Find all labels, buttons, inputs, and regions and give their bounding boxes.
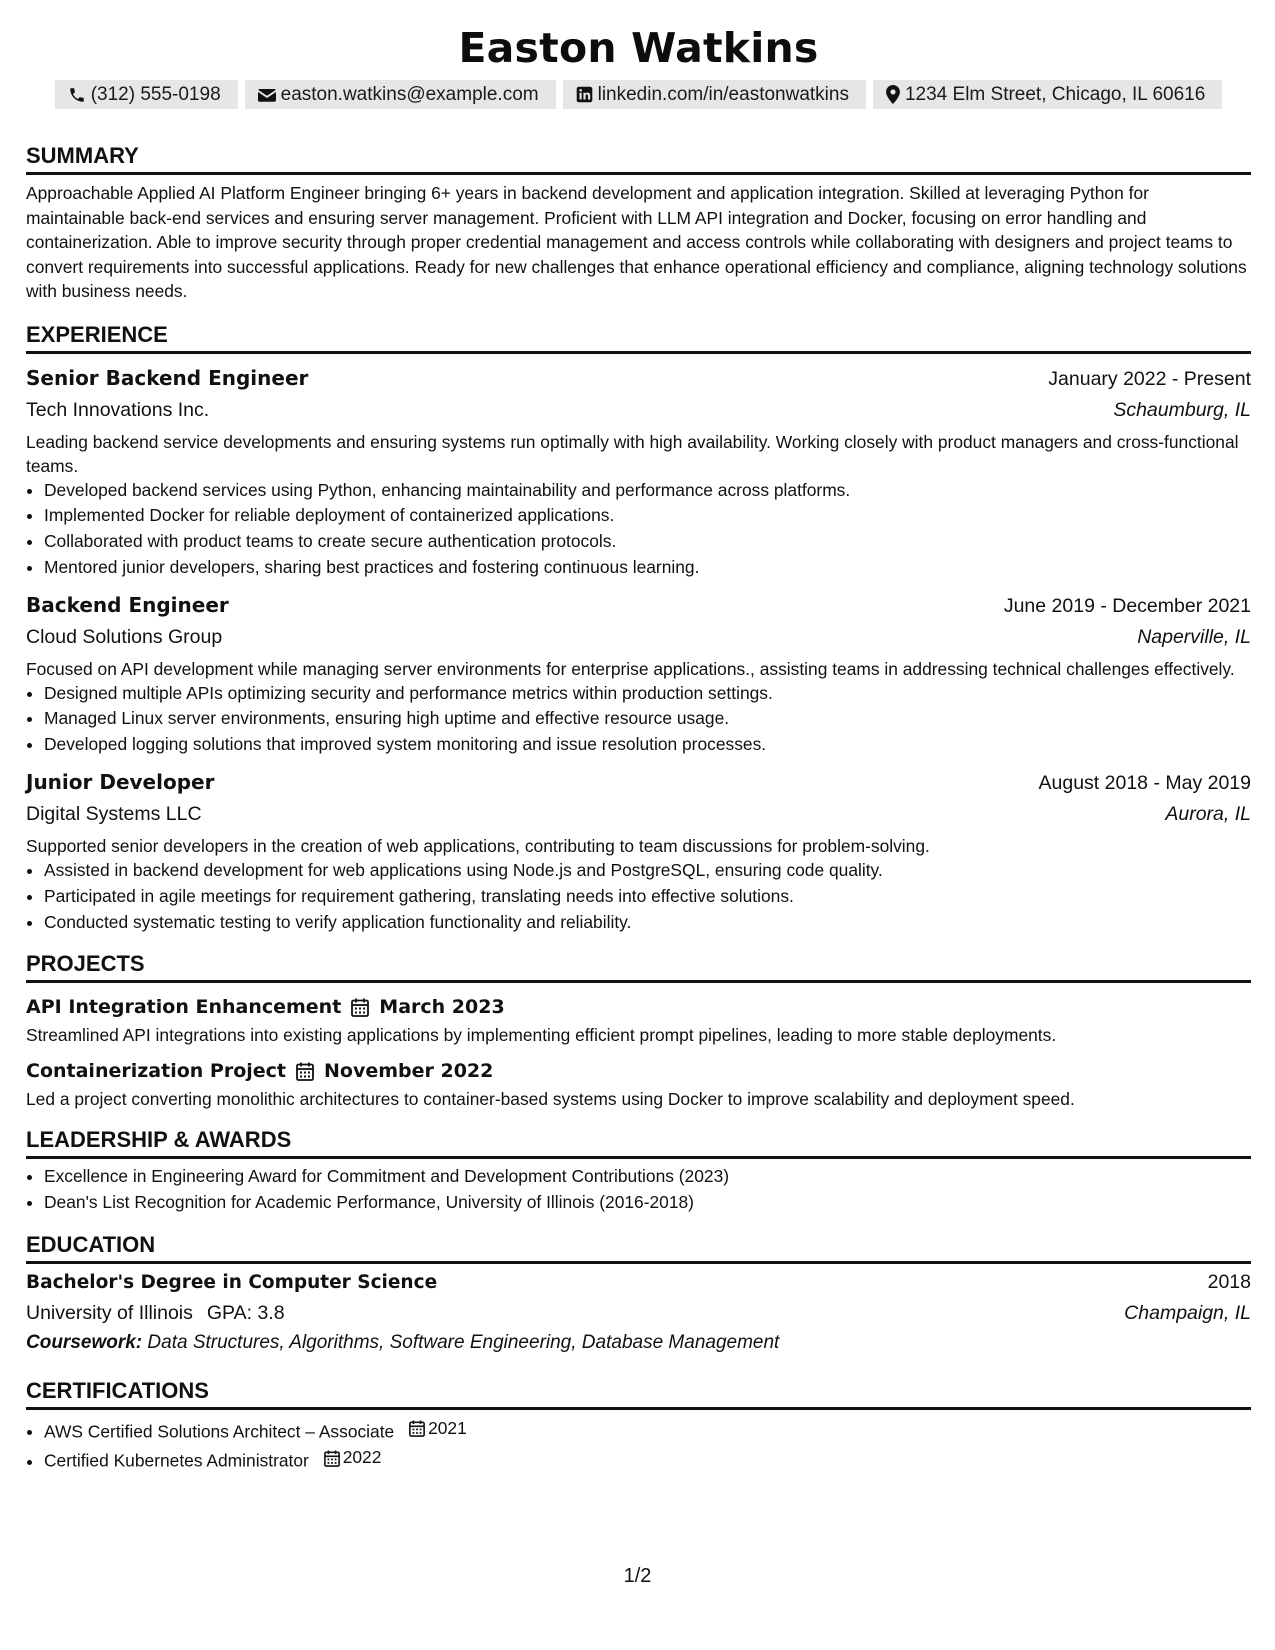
certifications-list xyxy=(26,1416,1251,1474)
job-bullet: • Collaborated with product teams to create secure authentication protocols. xyxy=(44,529,1251,555)
job-title: Backend Engineer xyxy=(26,592,229,617)
job-location: Schaumburg, IL xyxy=(1113,398,1251,421)
certifications-section xyxy=(26,1378,1251,1474)
job-bullet: • Conducted systematic testing to verify application functionality and reliability. xyxy=(44,910,1251,936)
calendar-icon xyxy=(409,1420,425,1437)
job-dates: August 2018 - May 2019 xyxy=(1038,772,1251,795)
project-entry xyxy=(26,991,1251,1047)
calendar-icon xyxy=(296,1062,314,1081)
project-date: November 2022 xyxy=(324,1060,494,1083)
job-bullet: • Assisted in backend development for web applications using Node.js and PostgreSQL, ensuring code quality. xyxy=(44,858,1251,884)
awards-list xyxy=(26,1164,1251,1216)
job-company: Digital Systems LLC xyxy=(26,803,202,826)
job-location: Aurora, IL xyxy=(1165,803,1251,826)
linkedin-icon xyxy=(576,86,593,103)
project-date: March 2023 xyxy=(379,996,505,1019)
job-title: Senior Backend Engineer xyxy=(26,365,309,390)
contact-address[interactable] xyxy=(873,80,1222,109)
job-bullet: • Implemented Docker for reliable deployment of containerized applications. xyxy=(44,503,1251,529)
job-bullets xyxy=(26,681,1251,758)
job-bullet: • Mentored junior developers, sharing best practices and fostering continuous learning. xyxy=(44,555,1251,581)
job-description: Supported senior developers in the creation of web applications, contributing to team discussions for problem-solving. xyxy=(26,836,930,857)
email-text: easton.watkins@example.com xyxy=(280,83,539,105)
coursework-label: Coursework: xyxy=(26,1332,143,1354)
envelope-icon xyxy=(258,87,276,103)
job-bullet: • Managed Linux server environments, ensuring high uptime and effective resource usage. xyxy=(44,706,1251,732)
degree-name: Bachelor's Degree in Computer Science xyxy=(26,1272,438,1294)
map-pin-icon xyxy=(886,85,900,104)
job-bullet: • Developed backend services using Python, enhancing maintainability and performance across platforms. xyxy=(44,478,1251,504)
job-entry xyxy=(26,362,1251,581)
job-bullet: • Developed logging solutions that improved system monitoring and issue resolution processes. xyxy=(44,732,1251,758)
certification-name: AWS Certified Solutions Architect – Associate xyxy=(44,1421,395,1442)
page-number: 1/2 xyxy=(623,1565,652,1587)
project-description: Streamlined API integrations into existing applications by implementing efficient prompt pipelines, leading to more stable deployments. xyxy=(26,1025,1057,1046)
education-section xyxy=(26,1232,1251,1358)
job-company: Cloud Solutions Group xyxy=(26,625,223,648)
projects-heading: PROJECTS xyxy=(26,951,1251,983)
job-entry xyxy=(26,766,1251,935)
phone-text: (312) 555-0198 xyxy=(90,83,221,105)
certification-year: 2021 xyxy=(428,1418,467,1439)
education-heading: EDUCATION xyxy=(26,1232,1251,1264)
phone-icon xyxy=(68,86,86,104)
job-bullets xyxy=(26,478,1251,581)
project-name: Containerization Project xyxy=(26,1060,286,1083)
school-location: Champaign, IL xyxy=(1124,1302,1251,1325)
job-bullets xyxy=(26,858,1251,935)
contact-phone[interactable] xyxy=(55,80,238,109)
job-description: Focused on API development while managing server environments for enterprise applications., assisting teams in addressing technical challenges effectively. xyxy=(26,658,1235,679)
experience-section xyxy=(26,322,1251,936)
experience-heading: EXPERIENCE xyxy=(26,322,1251,354)
gpa: GPA: 3.8 xyxy=(206,1302,285,1325)
coursework-list: Data Structures, Algorithms, Software Engineering, Database Management xyxy=(147,1332,780,1354)
job-entry xyxy=(26,589,1251,758)
project-name: API Integration Enhancement xyxy=(26,996,342,1019)
project-entry xyxy=(26,1055,1251,1111)
contact-email[interactable] xyxy=(245,80,556,109)
calendar-icon xyxy=(324,1450,340,1467)
job-description: Leading backend service developments and ensuring systems run optimally with high availability. Working closely with product managers and cross-functional teams. xyxy=(26,431,1239,476)
job-bullet: • Participated in agile meetings for requirement gathering, translating needs into effective solutions. xyxy=(44,884,1251,910)
graduation-year: 2018 xyxy=(1207,1271,1251,1294)
job-company: Tech Innovations Inc. xyxy=(26,398,210,421)
project-description: Led a project converting monolithic architectures to container-based systems using Docker to improve scalability and deployment speed. xyxy=(26,1089,1075,1110)
award-item: • Dean's List Recognition for Academic Performance, University of Illinois (2016-2018) xyxy=(44,1190,1251,1216)
certification-item xyxy=(44,1445,1251,1474)
certification-item xyxy=(44,1416,1251,1445)
leadership-section xyxy=(26,1127,1251,1216)
award-item: • Excellence in Engineering Award for Commitment and Development Contributions (2023) xyxy=(44,1164,1251,1190)
summary-heading: SUMMARY xyxy=(26,143,1251,175)
job-title: Junior Developer xyxy=(26,770,215,795)
projects-section xyxy=(26,951,1251,1111)
linkedin-text: linkedin.com/in/eastonwatkins xyxy=(597,83,849,105)
contact-bar xyxy=(26,80,1251,109)
school-name: University of Illinois xyxy=(26,1302,193,1325)
job-dates: June 2019 - December 2021 xyxy=(1003,594,1251,617)
calendar-icon xyxy=(351,998,369,1017)
summary-text: Approachable Applied AI Platform Engineer bringing 6+ years in backend development and application integration. Skilled at leveraging Python for maintainable back-end services and ensuring server management. Proficient with LLM API integration and Docker, focusing on error handling and containerization. Able to improve security through proper credential management and access controls while collaborating with designers and project teams to convert requirements into successful applications. Ready for new challenges that enhance operational efficiency and compliance, aligning technology solutions with business needs. xyxy=(26,183,1247,301)
coursework xyxy=(26,1328,1251,1358)
certification-name: Certified Kubernetes Administrator xyxy=(44,1450,309,1471)
leadership-heading: LEADERSHIP & AWARDS xyxy=(26,1127,1251,1159)
job-bullet: • Designed multiple APIs optimizing security and performance metrics within production settings. xyxy=(44,681,1251,707)
contact-linkedin[interactable] xyxy=(563,80,866,109)
address-text: 1234 Elm Street, Chicago, IL 60616 xyxy=(904,83,1206,105)
candidate-name: Easton Watkins xyxy=(458,24,819,72)
certification-year: 2022 xyxy=(342,1447,382,1468)
certifications-heading: CERTIFICATIONS xyxy=(26,1378,1251,1410)
job-location: Naperville, IL xyxy=(1137,625,1251,648)
summary-section xyxy=(26,143,1251,304)
job-dates: January 2022 - Present xyxy=(1048,367,1251,390)
